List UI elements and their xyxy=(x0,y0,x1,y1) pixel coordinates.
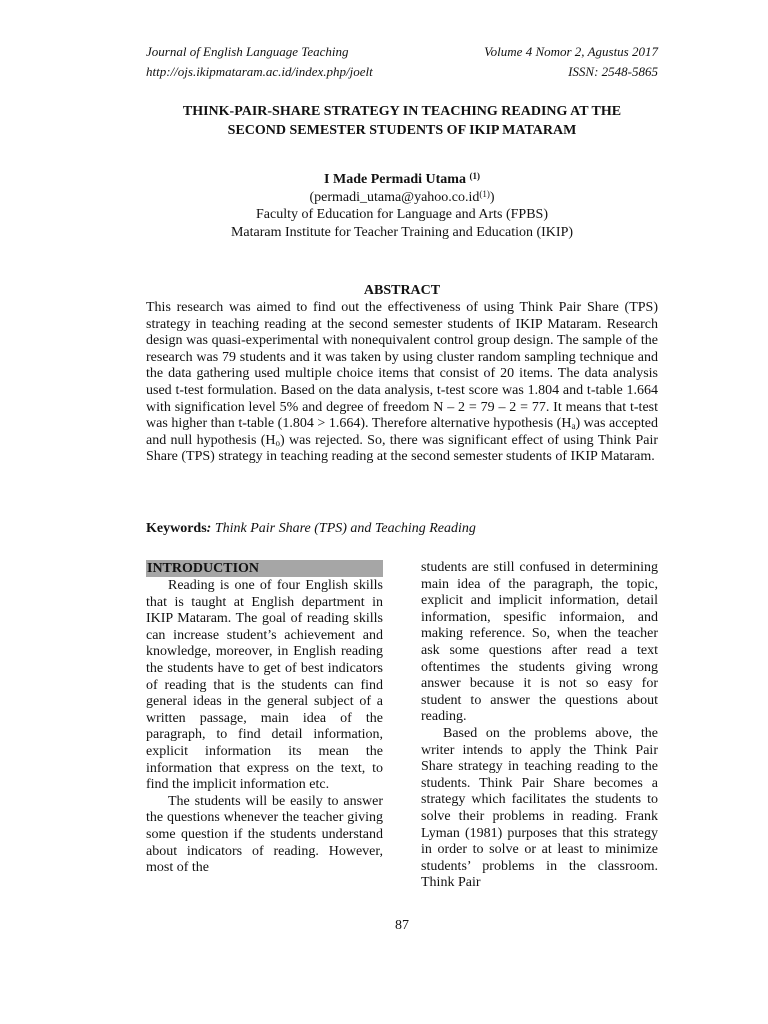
intro-paragraph-3: students are still confused in determining main idea of the paragraph, the topic, explicit and implicit information, detail information, spesific informaion, and making reference. So, when the teacher ask some questions after read a text oftentimes the students giving wrong answer because it is not so easy for student to answer the questions about reading. xyxy=(421,560,658,725)
abstract-text-part-2: ) was accepted and null hypothesis (H xyxy=(146,416,658,448)
abstract-body xyxy=(146,300,658,466)
author-affiliation-institute: Mataram Institute for Teacher Training and Education (IKIP) xyxy=(230,225,574,240)
keywords-text: Think Pair Share (TPS) and Teaching Reading xyxy=(211,521,476,536)
intro-paragraph-2: The students will be easily to answer the questions whenever the teacher giving some question if the students understand about indicators of reading. However, most of the xyxy=(146,793,383,876)
introduction-heading: INTRODUCTION xyxy=(146,560,383,577)
keywords-line xyxy=(146,519,476,539)
abstract-text-part-3: ) was rejected. So, there was significant effect of using Think Pair Share (TPS) strategy in teaching reading at the second semester students of IKIP Mataram. xyxy=(146,432,658,465)
author-email-text: (permadi_utama@yahoo.co.id xyxy=(309,190,480,205)
keywords-colon: : xyxy=(206,521,212,536)
left-column xyxy=(146,560,383,877)
author-marker: (1) xyxy=(469,171,480,181)
page-number: 87 xyxy=(395,918,409,933)
author-affiliation-faculty: Faculty of Education for Language and Arts (FPBS) xyxy=(255,207,548,222)
journal-name: Journal of English Language Teaching xyxy=(146,44,349,59)
journal-url: http://ojs.ikipmataram.ac.id/index.php/joelt xyxy=(146,64,373,79)
abstract-sub-a: a xyxy=(571,421,576,432)
keywords-label: Keywords xyxy=(146,521,207,536)
author-name-text: I Made Permadi Utama xyxy=(324,172,466,187)
author-name xyxy=(146,170,658,189)
author-email-marker: (1) xyxy=(479,189,490,199)
paper-title-line-2: SECOND SEMESTER STUDENTS OF IKIP MATARAM xyxy=(227,123,577,138)
paper-title xyxy=(146,102,658,140)
right-column xyxy=(421,560,658,892)
journal-issn: ISSN: 2548-5865 xyxy=(568,64,658,79)
intro-paragraph-4: Based on the problems above, the writer intends to apply the Think Pair Share strategy in teaching reading to the students. Think Pair Share becomes a strategy which facilitates the students to solve their problems in reading. Frank Lyman (1981) purposes that this strategy in order to solve or at least to minimize students’ problems in the classroom. Think Pair xyxy=(421,725,658,891)
intro-paragraph-1: Reading is one of four English skills that is taught at English department in IKIP Mataram. The goal of reading skills can increase student’s achievement and knowledge, moreover, in English reading the students have to get of best indicators of reading that is the students can find general ideas in the general subject of a written passage, main idea of the paragraph, to find detail information, explicit information its mean the information that express on the text, to find the implicit information etc. xyxy=(146,578,383,793)
abstract-heading: ABSTRACT xyxy=(363,283,441,298)
author-email-close: ) xyxy=(489,190,495,205)
abstract-text-part-1: This research was aimed to find out the effectiveness of using Think Pair Share (TPS) strategy in teaching reading at the second semester students of IKIP Mataram. Research design was quasi-experimental with nonequivalent control group design. The sample of the research was 79 students and it was taken by using cluster random sampling technique and the data gathering used multiple choice items that consist of 20 items. The data analysis used t-test formulation. Based on the data analysis, t-test score was 1.804 and t-table 1.664 with signification level 5% and degree of freedom N – 2 = 79 – 2 = 77. It means that t-test was higher than t-table (1.804 > 1.664). Therefore alternative hypothesis (H xyxy=(146,300,658,432)
journal-volume: Volume 4 Nomor 2, Agustus 2017 xyxy=(484,44,658,59)
paper-title-line-1: THINK-PAIR-SHARE STRATEGY IN TEACHING READING AT THE xyxy=(182,104,622,119)
abstract-sub-o: o xyxy=(275,437,281,448)
